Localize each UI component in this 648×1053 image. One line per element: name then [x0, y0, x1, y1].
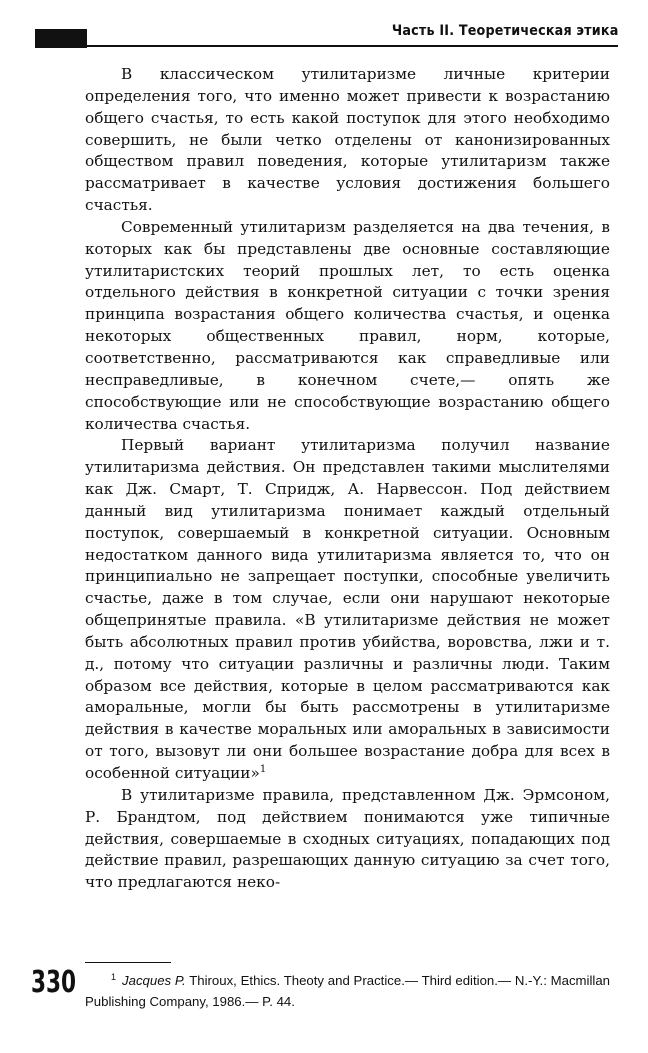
header-rule [87, 45, 618, 47]
footnote-mark: 1 [111, 971, 117, 982]
paragraph-text: В классическом утилитаризме личные критерии определения того, что именно может привести к возрастанию общего счастья, то есть какой поступок для этого необходимо совершить, не были четко отделены от канонизированных обществом правил поведения, которые утилитаризм также рассматривает в качестве условия достижения большего счастья. [85, 65, 610, 215]
paragraph [85, 785, 610, 894]
page-body [85, 64, 610, 894]
paragraph [85, 435, 610, 785]
footnote-separator [85, 962, 171, 963]
running-header: Часть II. Теоретическая этика [391, 23, 618, 39]
page-number: 330 [31, 965, 77, 1000]
footnote-reference[interactable]: 1 [259, 763, 267, 775]
paragraph-text: В утилитаризме правила, представленном Дж. Эрмсоном, Р. Брандтом, под действием понимаются уже типичные действия, совершаемые в сходных ситуациях, попадающих под действие правил, разрешающих данную ситуацию за счет того, что предлагаются неко- [85, 785, 610, 892]
paragraph [85, 217, 610, 435]
paragraph-text: Современный утилитаризм разделяется на два течения, в которых как бы представлены две основные составляющие утилитаристских теорий прошлых лет, то есть оценка отдельного действия в конкретной ситуации с точки зрения принципа возрастания общего количества счастья, и оценка некоторых общественных правил, норм, которые, соответственно, рассматриваются как справедливые или несправедливые, в конечном счете,— опять же способствующие или не способствующие возрастанию общего количества счастья. [85, 217, 610, 433]
paragraph [85, 64, 610, 217]
footnote-author: Jacques P. [122, 973, 186, 988]
footnote-text: Thiroux, Ethics. Theoty and Practice.— Third edition.— N.-Y.: Macmillan Publishing Company, 1986.— P. 44. [85, 973, 610, 1009]
footnote [85, 970, 610, 1012]
paragraph-text: Первый вариант утилитаризма получил название утилитаризма действия. Он представлен такими мыслителями как Дж. Смарт, Т. Спридж, А. Нарвессон. Под действием данный вид утилитаризма понимает каждый отдельный поступок, совершаемый в конкретной ситуации. Основным недостатком данного вида утилитаризма является то, что он принципиально не запрещает поступки, способные увеличить счастье, даже в том случае, если они нарушают некоторые общепринятые правила. «В утилитаризме действия не может быть абсолютных правил против убийства, воровства, лжи и т. д., потому что ситуации различны и различны люди. Таким образом все действия, которые в целом рассматриваются как аморальные, могли бы быть рассмотрены в утилитаризме действия в качестве моральных или аморальных в зависимости от того, вызовут ли они большее возрастание добра для всех в особенной ситуации» [85, 436, 610, 782]
header-bar [35, 29, 87, 48]
